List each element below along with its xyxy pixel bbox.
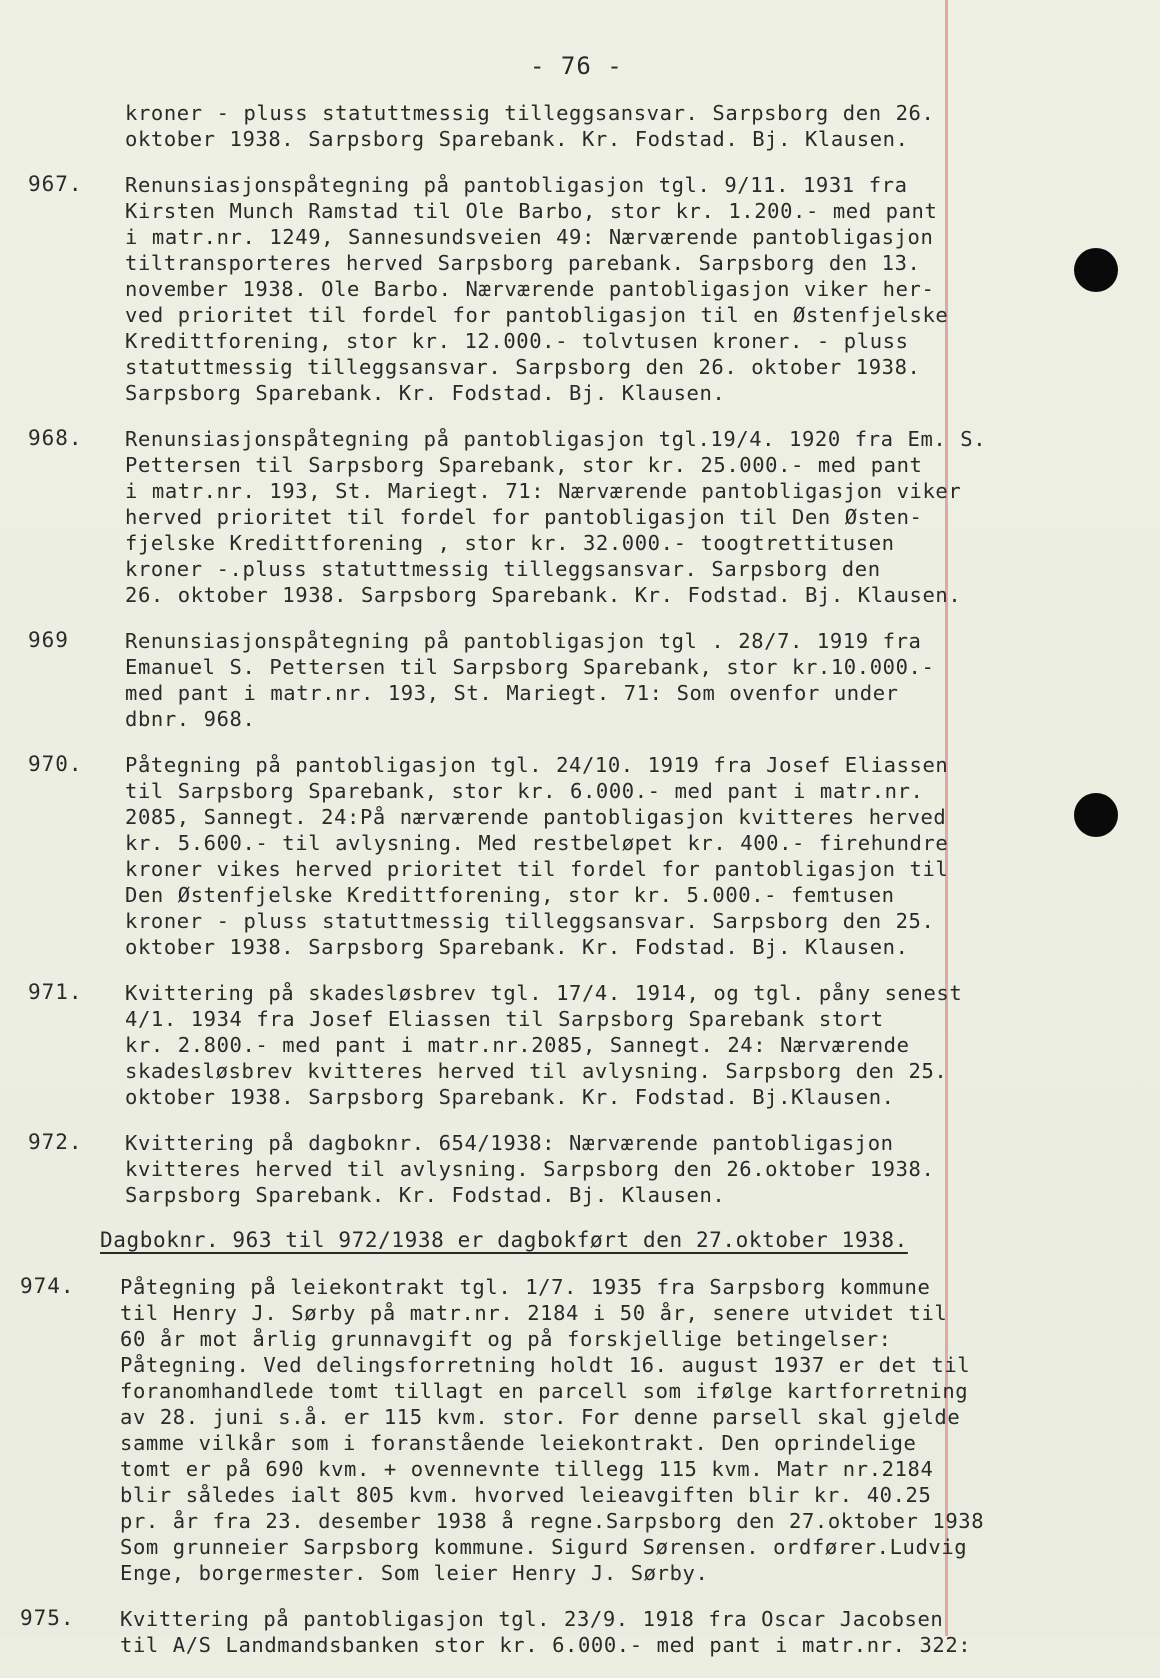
entry-text: Påtegning på pantobligasjon tgl. 24/10. 1919 fra Josef Eliassen til Sarpsborg Sparebank, stor kr. 6.000.- med pant i matr.nr. 2085, Sannegt. 24:På nærværende pantobligasjon kvitteres herved kr. 5.600.- til avlysning. Med restbeløpet kr. 400.- firehundre kroner vikes herved prioritet til fordel for pantobligasjon til Den Østenfjelske Kredittforening, stor kr. 5.000.- femtusen kroner - pluss statuttmessig tilleggsansvar. Sarpsborg den 25. oktober 1938. Sarpsborg Sparebank. Kr. Fodstad. Bj. Klausen. [125,753,949,959]
entry-972 [20,1130,1010,1208]
continuation-text: kroner - pluss statuttmessig tilleggsansvar. Sarpsborg den 26. oktober 1938. Sarpsborg Sparebank. Kr. Fodstad. Bj. Klausen. [125,101,935,151]
entry-text: Kvittering på dagboknr. 654/1938: Nærværende pantobligasjon kvitteres herved til avlysning. Sarpsborg den 26.oktober 1938. Sarpsborg Sparebank. Kr. Fodstad. Bj. Klausen. [125,1131,935,1207]
entry-971 [20,980,1010,1110]
entry-969 [20,628,1010,732]
page-number: - 76 - [530,52,623,80]
entry-number: 968. [28,426,83,450]
entry-number: 975. [20,1606,75,1630]
entry-970 [20,752,1010,960]
entry-text: Påtegning på leiekontrakt tgl. 1/7. 1935 fra Sarpsborg kommune til Henry J. Sørby på matr.nr. 2184 i 50 år, senere utvidet til 60 år mot årlig grunnavgift og på forskjellige betingelser: Påtegning. Ved delingsforretning holdt 16. august 1937 er det til foranomhandlede tomt tillagt en parcell som ifølge kartforretning av 28. juni s.å. er 115 kvm. stor. For denne parsell skal gjelde samme vilkår som i foranstående leiekontrakt. Den oprindelige tomt er på 690 kvm. + ovennevnte tillegg 115 kvm. Matr nr.2184 blir således ialt 805 kvm. hvorved leieavgiften blir kr. 40.25 pr. år fra 23. desember 1938 å regne.Sarpsborg den 27.oktober 1938 Som grunneier Sarpsborg kommune. Sigurd Sørensen. ordfører.Ludvig Enge, borgermester. Som leier Henry J. Sørby. [120,1275,985,1585]
entry-text: Renunsiasjonspåtegning på pantobligasjon tgl . 28/7. 1919 fra Emanuel S. Pettersen til Sarpsborg Sparebank, stor kr.10.000.- med pant i matr.nr. 193, St. Mariegt. 71: Som ovenfor under dbnr. 968. [125,629,935,731]
entry-number: 969 [28,628,69,652]
punch-hole-top [1074,248,1118,292]
entries [20,100,1010,1678]
entry-number: 967. [28,172,83,196]
entry-974 [20,1274,1010,1586]
entry-968 [20,426,1010,608]
entry-text: Renunsiasjonspåtegning på pantobligasjon tgl.19/4. 1920 fra Em. S. Pettersen til Sarpsborg Sparebank, stor kr. 25.000.- med pant i matr.nr. 193, St. Mariegt. 71: Nærværende pantobligasjon viker herved prioritet til fordel for pantobligasjon til Den Østen- fjelske Kredittforening , stor kr. 32.000.- toogtrettitusen kroner -.pluss statuttmessig tilleggsansvar. Sarpsborg den 26. oktober 1938. Sarpsborg Sparebank. Kr. Fodstad. Bj. Klausen. [125,427,987,607]
punch-hole-bottom [1074,793,1118,837]
entry-number: 971. [28,980,83,1004]
entry-number: 974. [20,1274,75,1298]
entry-text: Renunsiasjonspåtegning på pantobligasjon tgl. 9/11. 1931 fra Kirsten Munch Ramstad til Ole Barbo, stor kr. 1.200.- med pant i matr.nr. 1249, Sannesundsveien 49: Nærværende pantobligasjon tiltransporteres herved Sarpsborg parebank. Sarpsborg den 13. november 1938. Ole Barbo. Nærværende pantobligasjon viker her- ved prioritet til fordel for pantobligasjon til en Østenfjelske Kredittforening, stor kr. 12.000.- tolvtusen kroner. - pluss statuttmessig tilleggsansvar. Sarpsborg den 26. oktober 1938. Sarpsborg Sparebank. Kr. Fodstad. Bj. Klausen. [125,173,949,405]
entry-text: Kvittering på skadesløsbrev tgl. 17/4. 1914, og tgl. påny senest 4/1. 1934 fra Josef Eliassen til Sarpsborg Sparebank stort kr. 2.800.- med pant i matr.nr.2085, Sannegt. 24: Nærværende skadesløsbrev kvitteres herved til avlysning. Sarpsborg den 25. oktober 1938. Sarpsborg Sparebank. Kr. Fodstad. Bj.Klausen. [125,981,963,1109]
dagbok-note: Dagboknr. 963 til 972/1938 er dagbokført den 27.oktober 1938. [100,1228,908,1252]
entry-number: 972. [28,1130,83,1154]
continuation-entry [20,100,1010,152]
entry-text: Kvittering på pantobligasjon tgl. 23/9. 1918 fra Oscar Jacobsen til A/S Landmandsbanken stor kr. 6.000.- med pant i matr.nr. 322: [120,1607,972,1657]
entry-967 [20,172,1010,406]
entry-975 [20,1606,1010,1658]
entry-number: 970. [28,752,83,776]
